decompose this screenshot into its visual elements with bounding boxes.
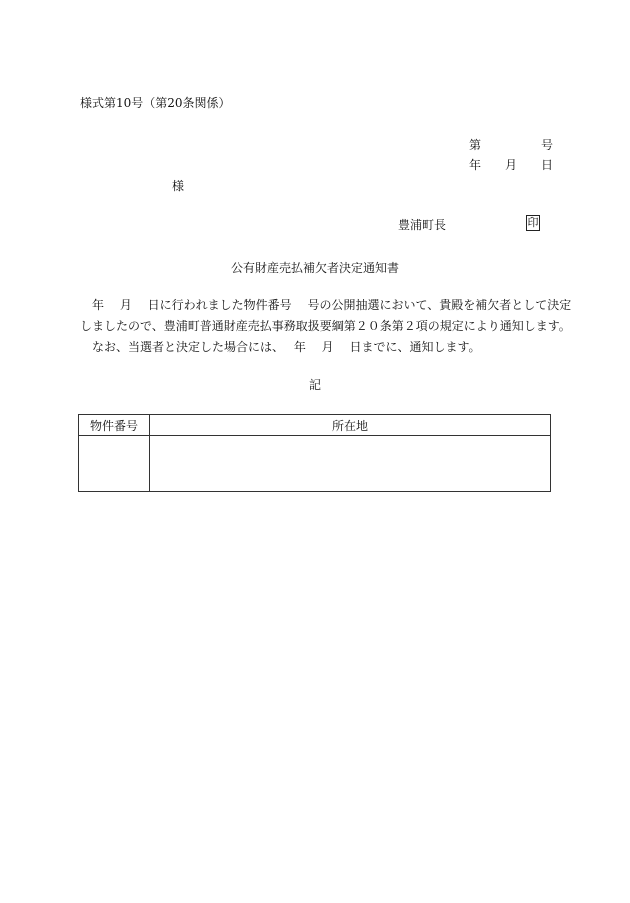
body-text bbox=[80, 295, 572, 358]
note-heading: 記 bbox=[308, 378, 321, 392]
property-table bbox=[78, 414, 551, 492]
body-line: なお、当選者と決定した場合には、 年 月 日までに、通知します。 bbox=[80, 340, 481, 354]
document-number-suffix: 号 bbox=[541, 138, 554, 152]
body-line: 年 月 日に行われました物件番号 号の公開抽選において、貴殿を補欠者として決定 bbox=[80, 298, 572, 312]
form-number: 様式第10号（第20条関係） bbox=[80, 96, 231, 110]
date-year-label: 年 bbox=[469, 158, 482, 172]
document-number-prefix: 第 bbox=[469, 138, 482, 152]
column-header-property-number: 物件番号 bbox=[79, 415, 150, 436]
column-header-location: 所在地 bbox=[150, 415, 551, 436]
table-row bbox=[79, 436, 551, 492]
body-line: しましたので、豊浦町普通財産売払事務取扱要綱第２０条第２項の規定により通知します。 bbox=[80, 319, 571, 333]
document-title: 公有財産売払補欠者決定通知書 bbox=[230, 261, 399, 275]
property-number-cell bbox=[79, 436, 150, 492]
location-cell bbox=[150, 436, 551, 492]
table-header-row bbox=[79, 415, 551, 436]
date-day-label: 日 bbox=[541, 158, 554, 172]
date-month-label: 月 bbox=[505, 158, 518, 172]
seal-box: 印 bbox=[527, 216, 539, 229]
sender-title: 豊浦町長 bbox=[398, 218, 447, 232]
addressee-suffix: 様 bbox=[172, 179, 185, 193]
